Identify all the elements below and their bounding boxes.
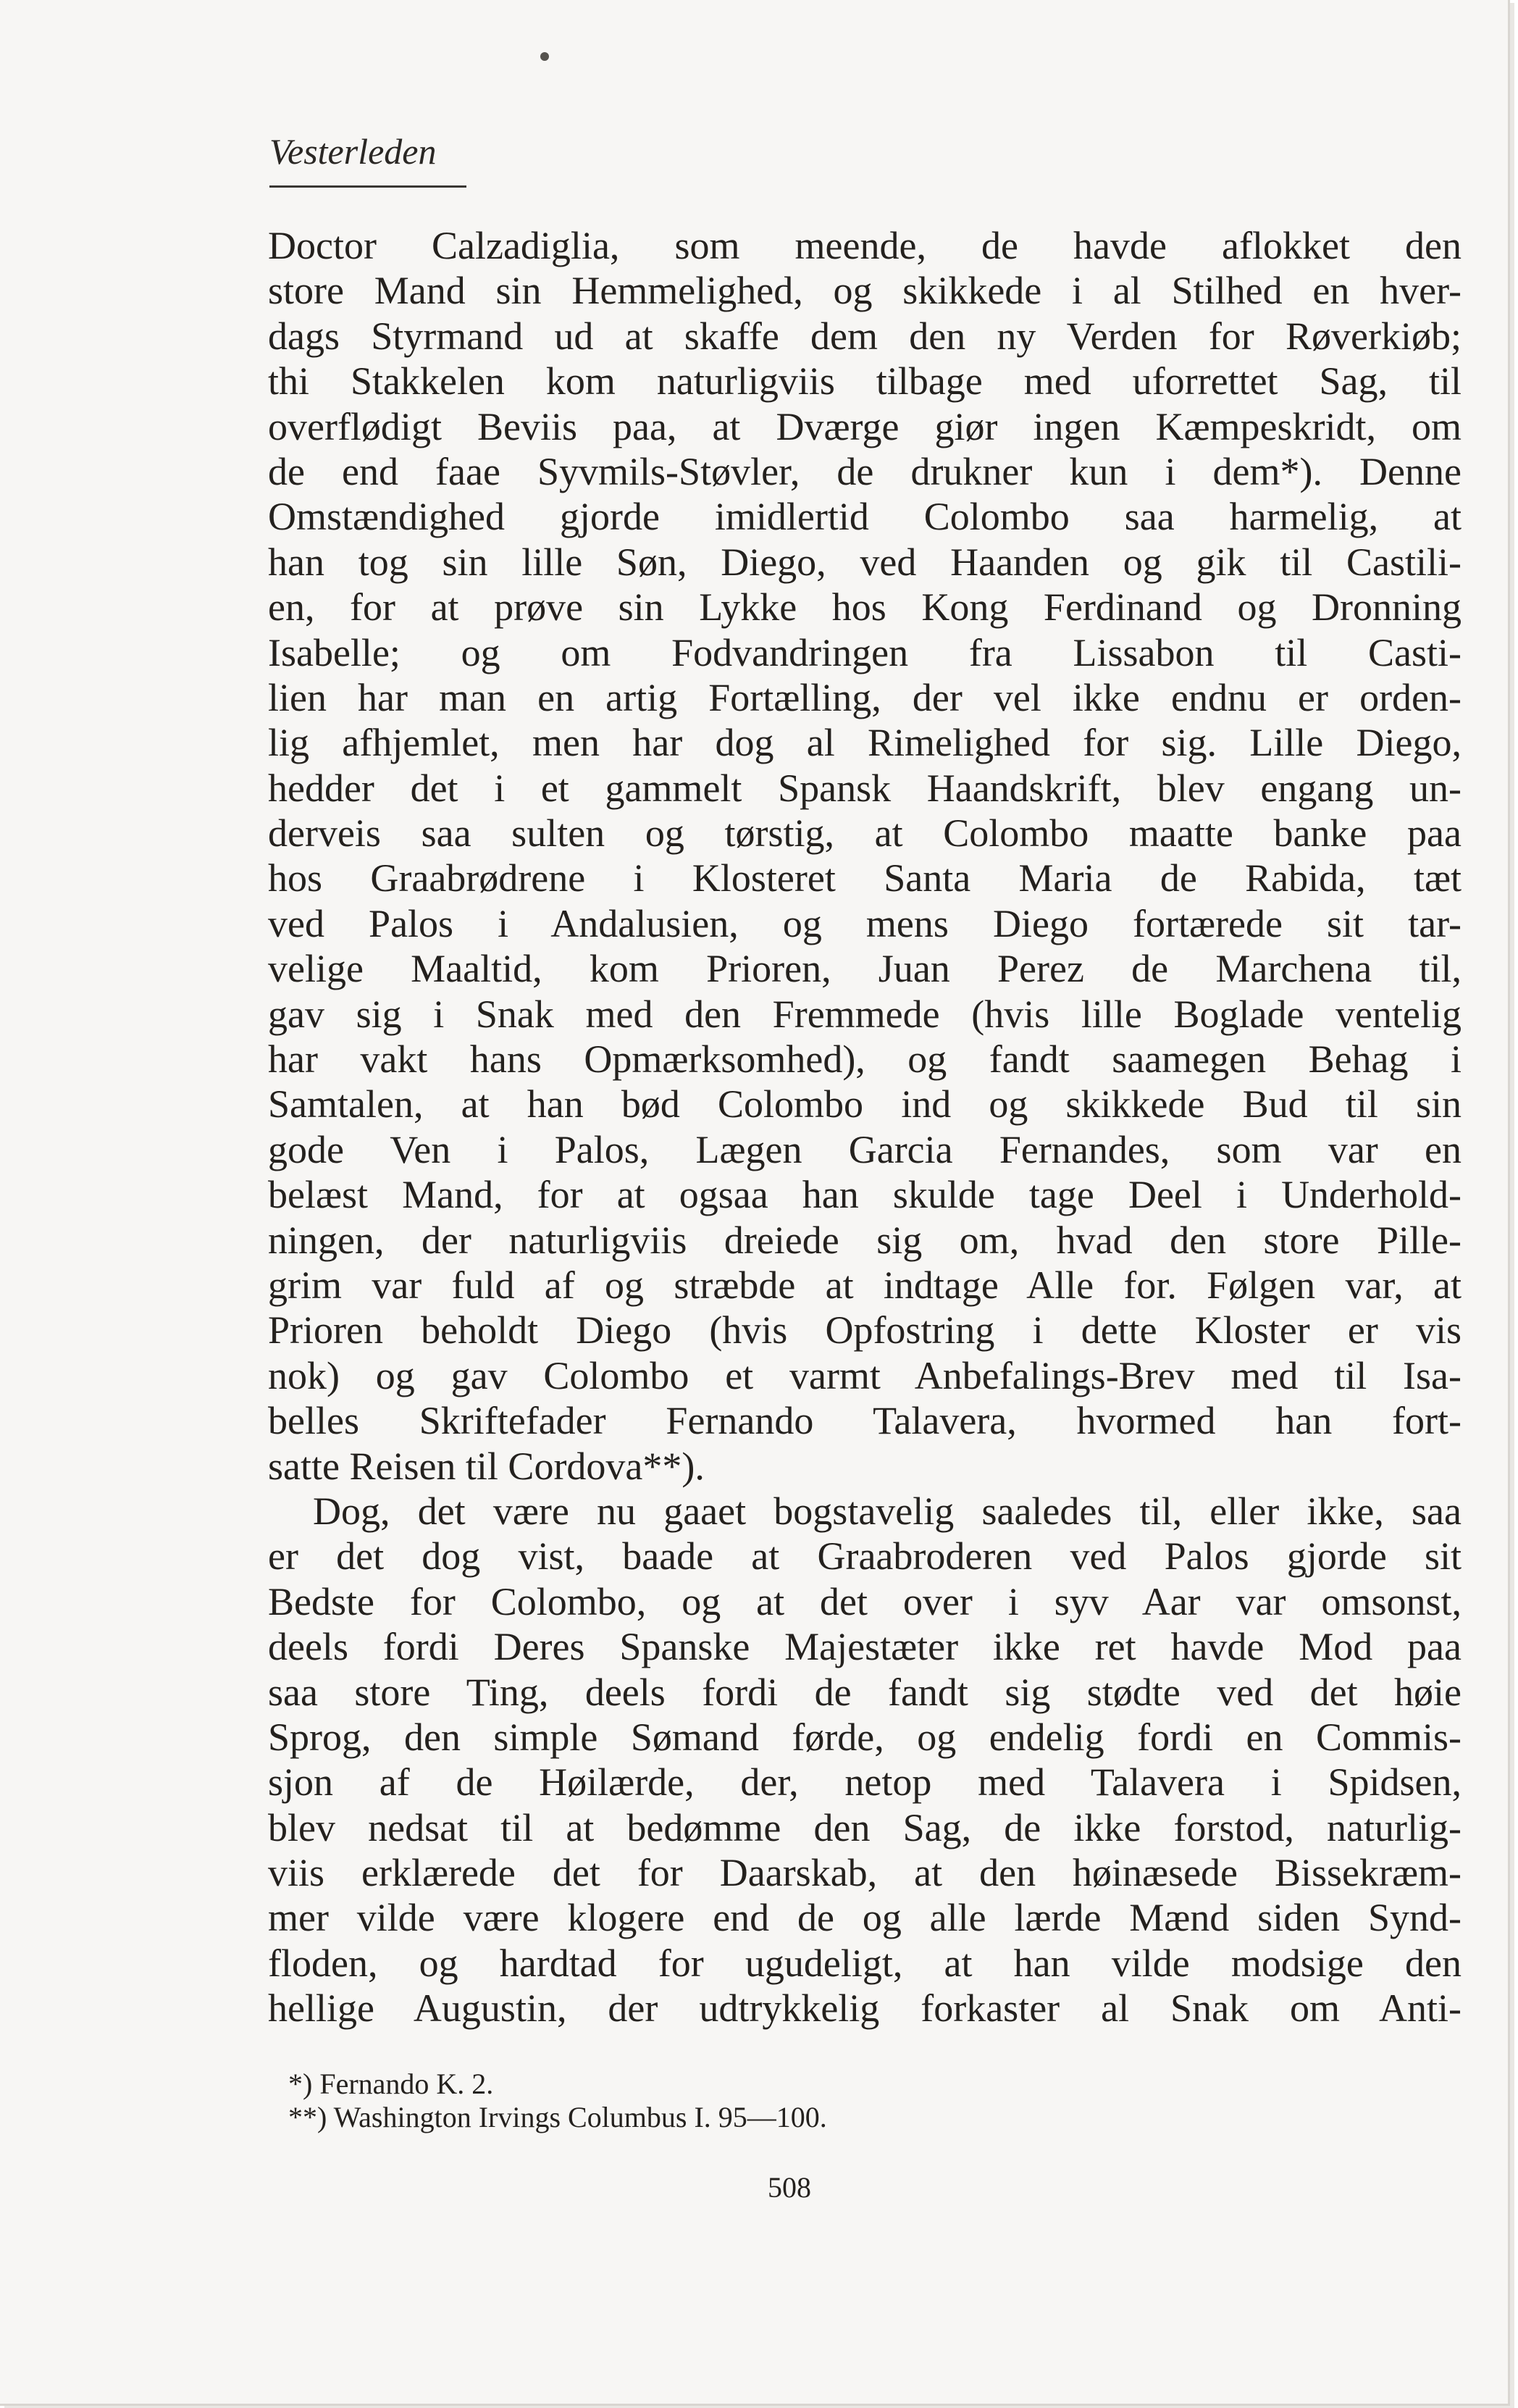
text-line: viis erklærede det for Daarskab, at den høinæsede Bissekræm- <box>268 1851 1462 1895</box>
text-line: grim var fuld af og stræbde at indtage Alle for. Følgen var, at <box>268 1263 1462 1307</box>
text-line: hellige Augustin, der udtrykkelig forkaster al Snak om Anti- <box>268 1986 1462 2031</box>
paragraph-2 <box>268 1489 1462 2031</box>
text-line: velige Maaltid, kom Prioren, Juan Perez de Marchena til, <box>268 947 1462 991</box>
paragraph-1 <box>268 223 1462 1489</box>
text-line: ningen, der naturligviis dreiede sig om, hvad den store Pille- <box>268 1218 1462 1262</box>
text-line: gav sig i Snak med den Fremmede (hvis lille Boglade ventelig <box>268 992 1462 1036</box>
text-line: Bedste for Colombo, og at det over i syv Aar var omsonst, <box>268 1579 1462 1623</box>
text-line: overflødigt Beviis paa, at Dværge giør ingen Kæmpeskridt, om <box>268 404 1462 448</box>
text-line: saa store Ting, deels fordi de fandt sig stødte ved det høie <box>268 1670 1462 1714</box>
text-line: belæst Mand, for at ogsaa han skulde tage Deel i Underhold- <box>268 1173 1462 1217</box>
text-line: har vakt hans Opmærksomhed), og fandt saamegen Behag i <box>268 1037 1462 1082</box>
text-line: ved Palos i Andalusien, og mens Diego fortærede sit tar- <box>268 901 1462 945</box>
footnote-2: **) Washington Irvings Columbus I. 95—100. <box>288 2101 827 2133</box>
text-line: satte Reisen til Cordova**). <box>268 1444 705 1488</box>
text-line: belles Skriftefader Fernando Talavera, hvormed han fort- <box>268 1399 1462 1443</box>
header-rule <box>269 185 466 188</box>
text-line: Prioren beholdt Diego (hvis Opfostring i dette Kloster er vis <box>268 1308 1462 1353</box>
text-line: sjon af de Høilærde, der, netop med Talavera i Spidsen, <box>268 1760 1462 1805</box>
text-line: blev nedsat til at bedømme den Sag, de ikke forstod, naturlig- <box>268 1805 1462 1849</box>
body-text <box>268 223 1462 2031</box>
text-line: Doctor Calzadiglia, som meende, de havde aflokket den <box>268 224 1462 267</box>
text-line: store Mand sin Hemmelighed, og skikkede i al Stilhed en hver- <box>268 269 1462 313</box>
text-line: dags Styrmand ud at skaffe dem den ny Verden for Røverkiøb; <box>268 314 1462 358</box>
text-line: lien har man en artig Fortælling, der vel ikke endnu er orden- <box>268 675 1462 719</box>
text-line: han tog sin lille Søn, Diego, ved Haanden og gik til Castili- <box>268 540 1462 584</box>
text-line: deels fordi Deres Spanske Majestæter ikke ret havde Mod paa <box>268 1625 1462 1669</box>
text-line: er det dog vist, baade at Graabroderen ved Palos gjorde sit <box>268 1534 1462 1579</box>
text-line: derveis saa sulten og tørstig, at Colombo maatte banke paa <box>268 811 1462 856</box>
text-line: en, for at prøve sin Lykke hos Kong Ferdinand og Dronning <box>268 585 1462 630</box>
footnotes <box>288 2068 1447 2134</box>
text-line: nok) og gav Colombo et varmt Anbefalings-Brev med til Isa- <box>268 1353 1462 1397</box>
ink-speck <box>540 52 549 61</box>
text-line: hedder det i et gammelt Spansk Haandskrift, blev engang un- <box>268 766 1462 810</box>
running-header: Vesterleden <box>269 131 437 172</box>
page-number: 508 <box>768 2171 811 2204</box>
text-line: floden, og hardtad for ugudeligt, at han vilde modsige den <box>268 1941 1462 1985</box>
text-line: Omstændighed gjorde imidlertid Colombo saa harmelig, at <box>268 495 1462 539</box>
text-line: Isabelle; og om Fodvandringen fra Lissabon til Casti- <box>268 630 1462 674</box>
text-line: Dog, det være nu gaaet bogstavelig saaledes til, eller ikke, saa <box>313 1489 1462 1533</box>
text-line: hos Graabrødrene i Klosteret Santa Maria de Rabida, tæt <box>268 856 1462 900</box>
text-line: mer vilde være klogere end de og alle lærde Mænd siden Synd- <box>268 1896 1462 1940</box>
text-line: thi Stakkelen kom naturligviis tilbage med uforrettet Sag, til <box>268 359 1462 404</box>
text-line: Samtalen, at han bød Colombo ind og skikkede Bud til sin <box>268 1082 1462 1126</box>
footnote-1: *) Fernando K. 2. <box>288 2068 494 2100</box>
text-line: gode Ven i Palos, Lægen Garcia Fernandes, som var en <box>268 1127 1462 1171</box>
text-line: lig afhjemlet, men har dog al Rimelighed for sig. Lille Diego, <box>268 721 1462 765</box>
text-line: Sprog, den simple Sømand førde, og endelig fordi en Commis- <box>268 1715 1462 1759</box>
text-line: de end faae Syvmils-Støvler, de drukner kun i dem*). Denne <box>268 449 1462 493</box>
